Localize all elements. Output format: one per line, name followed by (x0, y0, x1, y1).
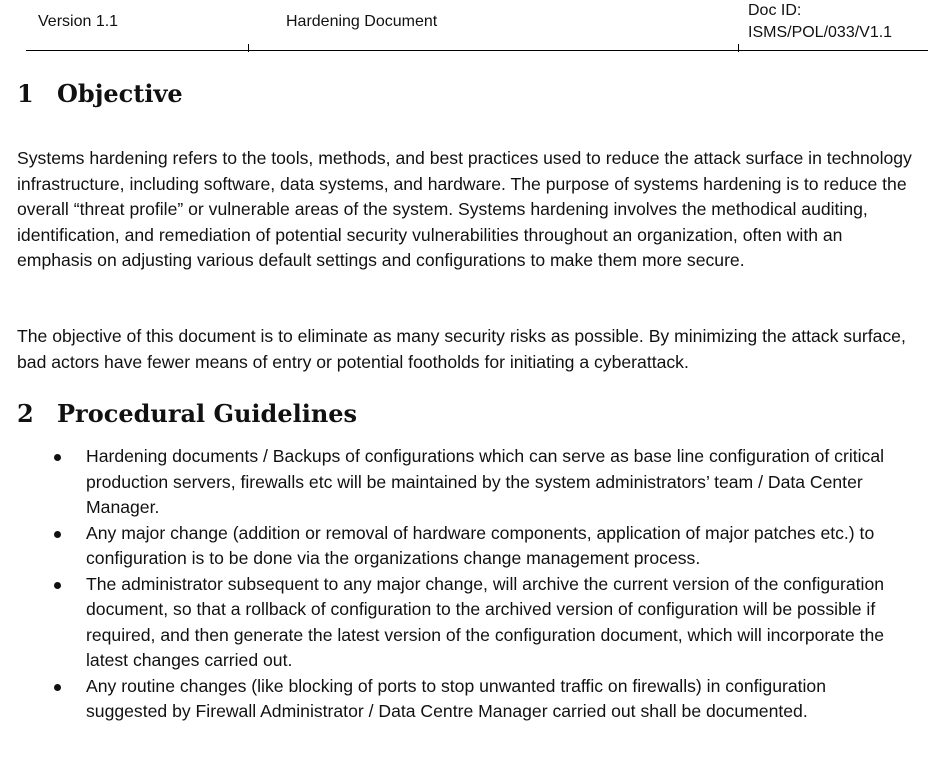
bullet-icon (54, 531, 61, 538)
list-item (52, 572, 912, 674)
header-version: Version 1.1 (38, 13, 119, 30)
header-document-title: Hardening Document (286, 13, 438, 30)
list-item-text: Any major change (addition or removal of hardware components, application of major patches etc.) to configuration is to be done via the organizations change management process. (86, 522, 875, 568)
section-number: 2 (17, 399, 34, 428)
list-item-text: The administrator subsequent to any major change, will archive the current version of the configuration document, so that a rollback of configuration to the archived version of configuration will be possible if required, and then generate the latest version of the configuration document, which will incorporate the latest changes carried out. (86, 573, 885, 670)
section-title: Objective (57, 79, 183, 108)
section-title: Procedural Guidelines (57, 399, 358, 428)
header-divider (248, 44, 249, 52)
section-heading-objective (17, 79, 183, 108)
guidelines-list (52, 444, 912, 725)
section-number: 1 (17, 79, 34, 108)
bullet-icon (54, 454, 61, 461)
header-doc-id-label: Doc ID: (748, 2, 802, 19)
header-doc-id-value: ISMS/POL/033/V1.1 (748, 24, 893, 41)
list-item-text: Any routine changes (like blocking of ports to stop unwanted traffic on firewalls) in configuration suggested by Firewall Administrator / Data Centre Manager carried out shall be documented. (86, 675, 826, 721)
section-heading-procedural-guidelines (17, 399, 357, 428)
bullet-icon (54, 684, 61, 691)
list-item (52, 521, 912, 572)
objective-paragraph-1: Systems hardening refers to the tools, methods, and best practices used to reduce the attack surface in technology infrastructure, including software, data systems, and hardware. The purpose of systems hardening is to reduce the overall “threat profile” or vulnerable areas of the system. Systems hardening involves the methodical auditing, identification, and remediation of potential security vulnerabilities throughout an organization, often with an emphasis on adjusting various default settings and configurations to make them more secure. (17, 148, 912, 270)
objective-paragraph-2: The objective of this document is to eliminate as many security risks as possible. By minimizing the attack surface, bad actors have fewer means of entry or potential footholds for initiating a cyberattack. (17, 326, 906, 372)
list-item (52, 674, 912, 725)
document-header (26, 0, 928, 51)
header-divider (738, 44, 739, 52)
list-item (52, 444, 912, 521)
header-doc-id (748, 0, 892, 44)
bullet-icon (54, 582, 61, 589)
list-item-text: Hardening documents / Backups of configurations which can serve as base line configuration of critical production servers, firewalls etc will be maintained by the system administrators’ team / Data Center Manager. (86, 446, 885, 517)
